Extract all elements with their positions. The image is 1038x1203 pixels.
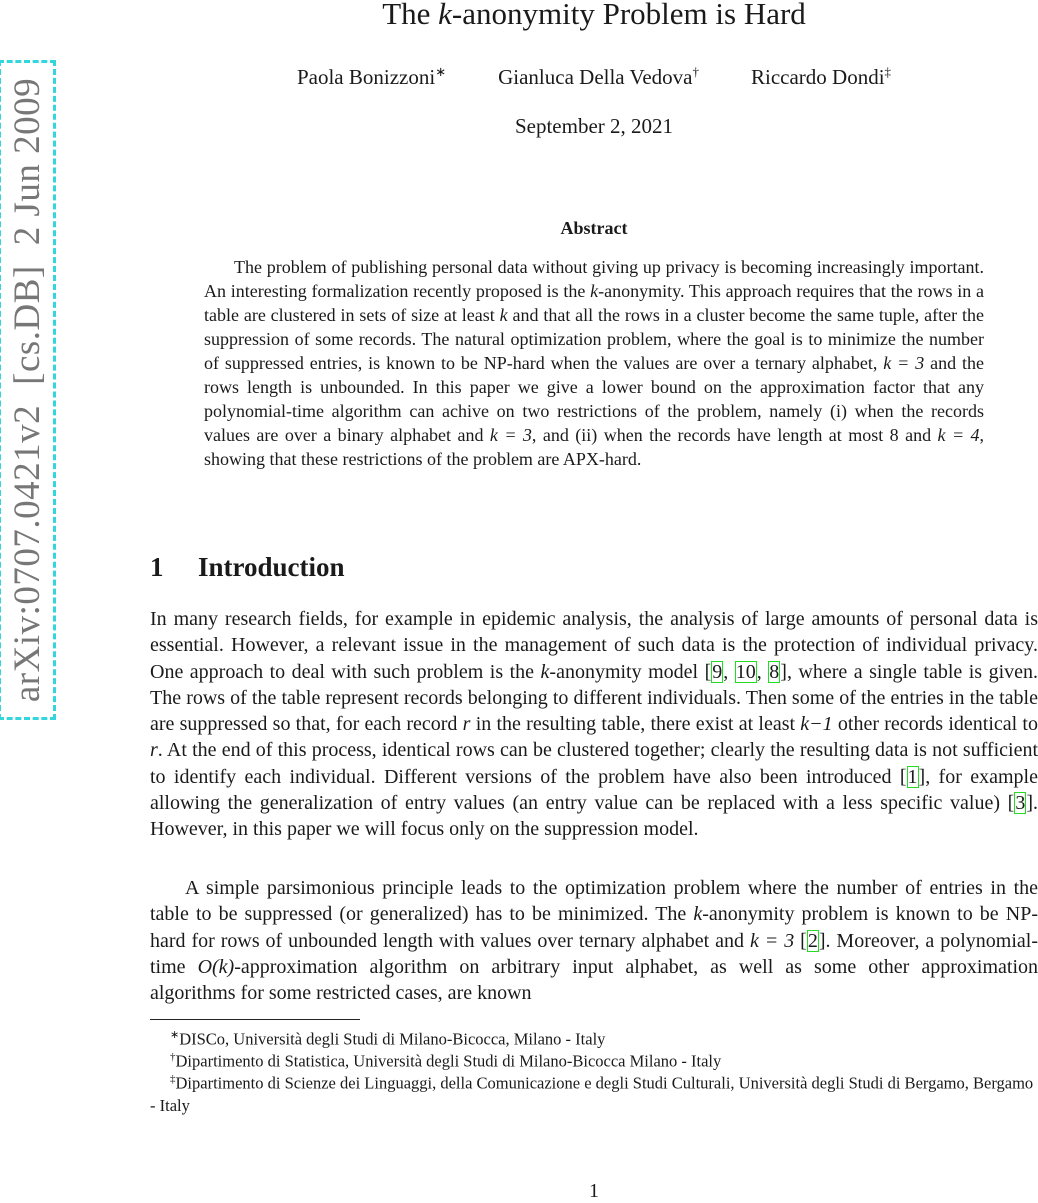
arxiv-date: 2 Jun 2009 <box>6 77 48 246</box>
citation-link[interactable]: 8 <box>769 660 780 683</box>
author-list <box>150 64 1038 90</box>
footnote: ∗DISCo, Università degli Studi di Milano-Bicocca, Milano - Italy <box>170 1029 606 1049</box>
arxiv-stamp-text <box>0 60 56 720</box>
footnote: ‡Dipartimento di Scienze dei Linguaggi, della Comunicazione e degli Studi Culturali, Università degli Studi di Bergamo, Bergamo - Italy <box>150 1073 1034 1115</box>
footnote-divider <box>150 1019 360 1020</box>
paper-date: September 2, 2021 <box>514 114 674 138</box>
citation-link[interactable]: 10 <box>735 660 756 683</box>
citation-link[interactable]: 2 <box>807 929 818 952</box>
section-title: Introduction <box>198 552 345 582</box>
arxiv-category: [cs.DB] <box>6 265 48 385</box>
section-heading <box>150 552 345 583</box>
footnote: †Dipartimento di Statistica, Università degli Studi di Milano-Bicocca Milano - Italy <box>170 1051 722 1071</box>
citation-link[interactable]: 1 <box>907 765 918 788</box>
abstract-heading: Abstract <box>560 218 628 238</box>
author: Gianluca Della Vedova† <box>498 64 699 89</box>
author: Riccardo Dondi‡ <box>750 64 892 89</box>
citation-link[interactable]: 3 <box>1015 792 1026 815</box>
citation-link[interactable]: 9 <box>712 660 723 683</box>
page-number: 1 <box>589 1180 599 1202</box>
body-paragraph: A simple parsimonious principle leads to the optimization problem where the number of entries in the table to be suppressed (or generalized) has to be minimized. The k-anonymity problem is known to be NP-hard for rows of unbounded length with values over ternary alphabet and k = 3 [2]. Moreover, a polynomial-time O(k)-approximation algorithm on arbitrary input alphabet, as well as some other approximation algorithms for some restricted cases, are known <box>150 877 1038 1005</box>
author: Paola Bonizzoni∗ <box>296 64 447 89</box>
arxiv-id: arXiv:0707.0421v2 <box>6 404 48 703</box>
paper-title: The k-anonymity Problem is Hard <box>382 0 806 31</box>
section-number: 1 <box>150 552 164 582</box>
body-paragraph: In many research fields, for example in epidemic analysis, the analysis of large amounts of personal data is essential. However, a relevant issue in the management of such data is the protection of individual privacy. One approach to deal with such problem is the k-anonymity model [9, 10, 8], where a single table is given. The rows of the table represent records belonging to different individuals. Then some of the entries in the table are suppressed so that, for each record r in the resulting table, there exist at least k−1 other records identical to r. At the end of this process, identical rows can be clustered together; clearly the resulting data is not sufficient to identify each individual. Different versions of the problem have also been introduced [1], for example allowing the generalization of entry values (an entry value can be replaced with a less specific value) [3]. However, in this paper we will focus only on the suppression model. <box>150 608 1038 841</box>
abstract-body: The problem of publishing personal data without giving up privacy is becoming increasingly important. An interesting formalization recently proposed is the k-anonymity. This approach requires that the rows in a table are clustered in sets of size at least k and that all the rows in a cluster become the same tuple, after the suppression of some records. The natural optimization problem, where the goal is to minimize the number of suppressed entries, is known to be NP-hard when the values are over a ternary alphabet, k = 3 and the rows length is unbounded. In this paper we give a lower bound on the approximation factor that any polynomial-time algorithm can achive on two restrictions of the problem, namely (i) when the records values are over a binary alphabet and k = 3, and (ii) when the records have length at most 8 and k = 4, showing that these restrictions of the problem are APX-hard. <box>204 257 985 469</box>
arxiv-stamp <box>0 60 56 720</box>
